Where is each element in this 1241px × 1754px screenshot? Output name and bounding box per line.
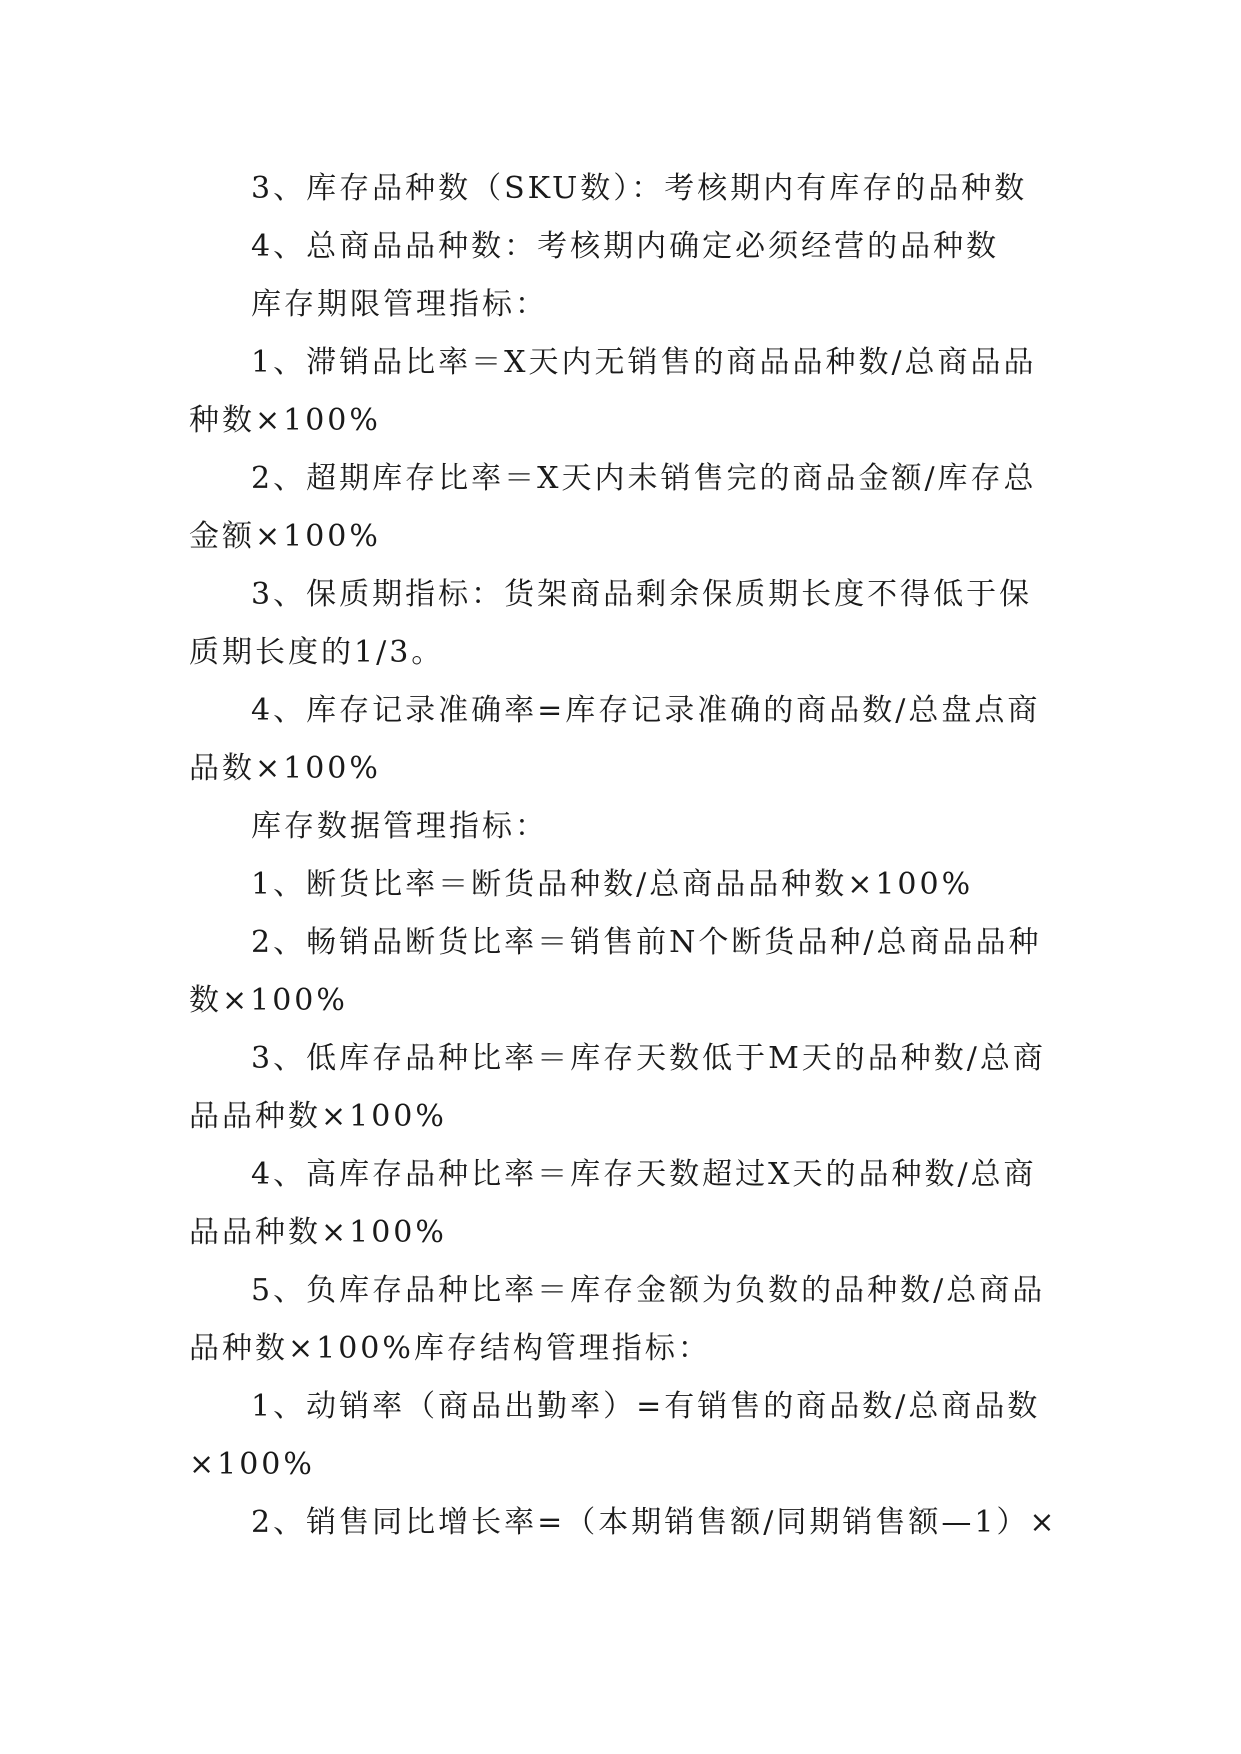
section-heading: 库存数据管理指标： (251, 809, 548, 844)
paragraph-line: 品数×100% (189, 751, 381, 786)
paragraph-line: 3、保质期指标：货架商品剩余保质期长度不得低于保 (251, 577, 1033, 612)
paragraph-line: 2、畅销品断货比率＝销售前N个断货品种/总商品品种 (251, 925, 1042, 960)
section-heading: 库存期限管理指标： (251, 287, 548, 322)
paragraph-line: 3、库存品种数（SKU数）：考核期内有库存的品种数 (251, 171, 1028, 206)
paragraph-line: 品品种数×100% (189, 1215, 447, 1250)
paragraph-line: 4、高库存品种比率＝库存天数超过X天的品种数/总商 (251, 1157, 1037, 1192)
paragraph-line: 3、低库存品种比率＝库存天数低于M天的品种数/总商 (251, 1041, 1046, 1076)
paragraph-line: 质期长度的1/3。 (189, 635, 445, 670)
paragraph-line: 2、超期库存比率＝X天内未销售完的商品金额/库存总 (251, 461, 1037, 496)
paragraph-line: 种数×100% (189, 403, 381, 438)
paragraph-line: ×100% (189, 1447, 315, 1482)
paragraph-line: 数×100% (189, 983, 348, 1018)
paragraph-line: 4、库存记录准确率=库存记录准确的商品数/总盘点商 (251, 693, 1041, 728)
paragraph-line: 5、负库存品种比率＝库存金额为负数的品种数/总商品 (251, 1273, 1046, 1308)
document-body (189, 160, 1058, 1552)
paragraph-line: 金额×100% (189, 519, 381, 554)
paragraph-line: 1、断货比率＝断货品种数/总商品品种数×100% (251, 867, 974, 902)
paragraph-line: 4、总商品品种数：考核期内确定必须经营的品种数 (251, 229, 1000, 264)
paragraph-line: 1、滞销品比率＝X天内无销售的商品品种数/总商品品 (251, 345, 1037, 380)
paragraph-line: 1、动销率（商品出勤率）=有销售的商品数/总商品数 (251, 1389, 1041, 1424)
paragraph-line: 品品种数×100% (189, 1099, 447, 1134)
paragraph-line: 品种数×100%库存结构管理指标： (189, 1331, 711, 1366)
paragraph-line: 2、销售同比增长率=（本期销售额/同期销售额—1）× (251, 1505, 1058, 1540)
